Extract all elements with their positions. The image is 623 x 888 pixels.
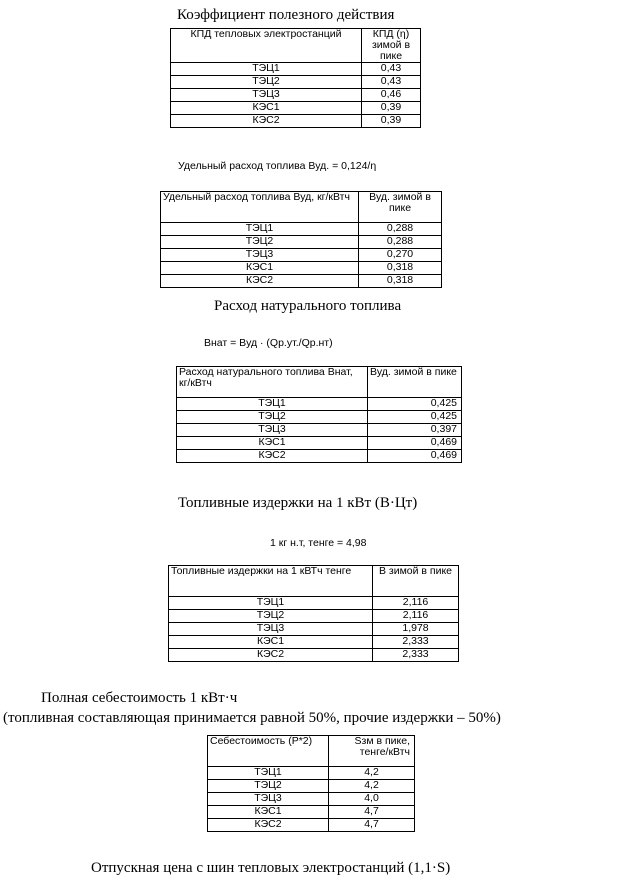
- table-row: [169, 649, 459, 662]
- station-cell: КЭС2: [171, 115, 362, 128]
- station-cell: КЭС1: [161, 262, 359, 275]
- table-row: [177, 398, 462, 411]
- value-cell: 2,116: [373, 610, 459, 623]
- column-header-value: Вуд. зимой в пике: [368, 367, 462, 398]
- table-row: [169, 597, 459, 610]
- station-cell: ТЭЦ2: [208, 780, 329, 793]
- table-row: [161, 236, 442, 249]
- station-cell: КЭС2: [177, 450, 368, 463]
- value-cell: 0,469: [368, 437, 462, 450]
- value-cell: 2,333: [373, 649, 459, 662]
- full-cost-table: [207, 735, 415, 832]
- value-cell: 0,39: [362, 115, 421, 128]
- station-cell: КЭС2: [169, 649, 373, 662]
- value-cell: 0,425: [368, 398, 462, 411]
- section-title-fuel-costs: Топливные издержки на 1 кВт (В·Цт): [178, 495, 418, 511]
- table-row: [169, 636, 459, 649]
- section-title-release-price: Отпускная цена с шин тепловых электростанций (1,1·S): [91, 860, 451, 876]
- station-cell: ТЭЦ3: [208, 793, 329, 806]
- formula-fuel-price: 1 кг н.т, тенге = 4,98: [270, 537, 367, 549]
- value-cell: 4,2: [329, 767, 415, 780]
- station-cell: КЭС2: [208, 819, 329, 832]
- station-cell: ТЭЦ1: [177, 398, 368, 411]
- table-row: [169, 623, 459, 636]
- value-cell: 0,469: [368, 450, 462, 463]
- table-row: [161, 262, 442, 275]
- station-cell: ТЭЦ1: [171, 63, 362, 76]
- station-cell: ТЭЦ1: [161, 223, 359, 236]
- value-cell: 0,39: [362, 102, 421, 115]
- section-title-efficiency: Коэффициент полезного действия: [177, 7, 395, 23]
- station-cell: КЭС2: [161, 275, 359, 288]
- column-header-station: КПД тепловых электростанций: [171, 29, 362, 63]
- efficiency-table: [170, 28, 421, 128]
- natural-fuel-table: [176, 366, 462, 463]
- value-cell: 0,318: [359, 275, 442, 288]
- table-row: [171, 89, 421, 102]
- station-cell: КЭС1: [171, 102, 362, 115]
- table-row: [177, 437, 462, 450]
- table-row: [161, 223, 442, 236]
- fuel-costs-table: [168, 565, 459, 662]
- formula-specific-consumption: Удельный расход топлива Вуд. = 0,124/η: [178, 160, 377, 172]
- station-cell: ТЭЦ3: [177, 424, 368, 437]
- value-cell: 4,2: [329, 780, 415, 793]
- table-row: [171, 63, 421, 76]
- column-header-station: Себестоимость (Р*2): [208, 736, 329, 767]
- value-cell: 0,318: [359, 262, 442, 275]
- table-row: [161, 275, 442, 288]
- value-cell: 0,288: [359, 223, 442, 236]
- value-cell: 2,333: [373, 636, 459, 649]
- table-row: [208, 806, 415, 819]
- value-cell: 4,7: [329, 819, 415, 832]
- table-row: [208, 767, 415, 780]
- table-row: [171, 115, 421, 128]
- station-cell: ТЭЦ2: [169, 610, 373, 623]
- station-cell: ТЭЦ2: [171, 76, 362, 89]
- table-row: [177, 450, 462, 463]
- formula-natural-fuel: Внат = Вуд · (Qр.ут./Qр.нт): [204, 337, 333, 349]
- table-row: [161, 249, 442, 262]
- table-row: [208, 793, 415, 806]
- column-header-station: Расход натурального топлива Внат, кг/кВтч: [177, 367, 368, 398]
- section-title-full-cost: Полная себестоимость 1 кВт·ч: [41, 690, 238, 706]
- value-cell: 2,116: [373, 597, 459, 610]
- value-cell: 0,397: [368, 424, 462, 437]
- table-row: [208, 819, 415, 832]
- section-subtitle-full-cost: (топливная составляющая принимается равной 50%, прочие издержки – 50%): [3, 710, 501, 726]
- value-cell: 0,43: [362, 76, 421, 89]
- value-cell: 0,270: [359, 249, 442, 262]
- value-cell: 4,0: [329, 793, 415, 806]
- station-cell: ТЭЦ1: [208, 767, 329, 780]
- station-cell: КЭС1: [169, 636, 373, 649]
- table-row: [177, 424, 462, 437]
- column-header-value: КПД (η) зимой в пике: [362, 29, 421, 63]
- station-cell: ТЭЦ2: [161, 236, 359, 249]
- specific-consumption-table: [160, 191, 442, 288]
- station-cell: КЭС1: [177, 437, 368, 450]
- value-cell: 0,46: [362, 89, 421, 102]
- station-cell: КЭС1: [208, 806, 329, 819]
- station-cell: ТЭЦ1: [169, 597, 373, 610]
- table-row: [208, 780, 415, 793]
- station-cell: ТЭЦ3: [169, 623, 373, 636]
- table-row: [177, 411, 462, 424]
- station-cell: ТЭЦ2: [177, 411, 368, 424]
- column-header-value: Sзм в пике, тенге/кВтч: [329, 736, 415, 767]
- table-row: [169, 610, 459, 623]
- column-header-station: Удельный расход топлива Вуд, кг/кВтч: [161, 192, 359, 223]
- value-cell: 0,288: [359, 236, 442, 249]
- station-cell: ТЭЦ3: [161, 249, 359, 262]
- station-cell: ТЭЦ3: [171, 89, 362, 102]
- column-header-station: Топливные издержки на 1 кВТч тенге: [169, 566, 373, 597]
- section-title-natural-fuel: Расход натурального топлива: [214, 298, 402, 314]
- column-header-value: В зимой в пике: [373, 566, 459, 597]
- value-cell: 4,7: [329, 806, 415, 819]
- table-row: [171, 76, 421, 89]
- value-cell: 0,43: [362, 63, 421, 76]
- column-header-value: Вуд. зимой в пике: [359, 192, 442, 223]
- table-row: [171, 102, 421, 115]
- value-cell: 1,978: [373, 623, 459, 636]
- value-cell: 0,425: [368, 411, 462, 424]
